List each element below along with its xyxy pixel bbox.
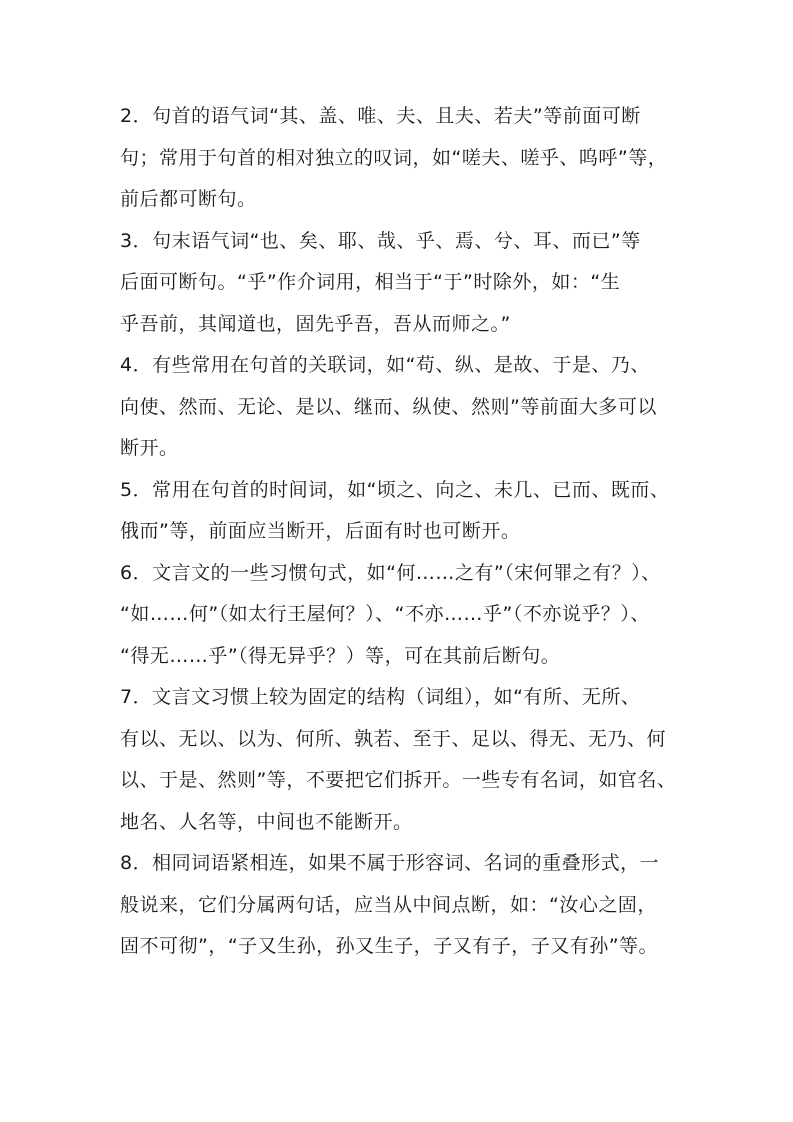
- text-line: 前后都可断句。: [120, 188, 257, 210]
- text-line: 句；常用于句首的相对独立的叹词，如“嗟夫、嗟乎、呜呼”等，: [120, 146, 668, 169]
- text-line: 4．有些常用在句首的关联词，如“苟、纵、是故、于是、乃、: [120, 354, 650, 376]
- document-body: [120, 96, 682, 968]
- text-line: 5．常用在句首的时间词，如“顷之、向之、未几、已而、既而、: [120, 478, 670, 501]
- text-line: “如……何”（如太行王屋何？）、“不亦……乎”（不亦说乎？）、: [120, 603, 650, 625]
- text-line: 地名、人名等，中间也不能断开。: [120, 810, 413, 833]
- text-line: 般说来，它们分属两句话，应当从中间点断，如：“汝心之固，: [120, 893, 657, 916]
- text-line: 有以、无以、以为、何所、孰若、至于、足以、得无、无乃、何: [120, 727, 667, 750]
- text-line: 6．文言文的一些习惯句式，如“何……之有”（宋何罪之有？）、: [120, 561, 661, 584]
- text-line: 固不可彻”，“子又生孙，孙又生子，子又有子，子又有孙”等。: [120, 935, 659, 957]
- text-line: 乎吾前，其闻道也，固先乎吾，吾从而师之。”: [120, 312, 511, 335]
- text-line: 俄而”等，前面应当断开，后面有时也可断开。: [120, 520, 521, 542]
- text-line: 向使、然而、无论、是以、继而、纵使、然则”等前面大多可以: [120, 395, 657, 418]
- text-line: 断开。: [120, 437, 179, 459]
- text-line: 后面可断句。“乎”作介词用，相当于“于”时除外，如：“生: [120, 271, 621, 293]
- text-line: 以、于是、然则”等，不要把它们拆开。一些专有名词，如官名、: [120, 769, 677, 791]
- text-line: 2．句首的语气词“其、盖、唯、夫、且夫、若夫”等前面可断: [120, 105, 641, 127]
- text-line: 8．相同词语紧相连，如果不属于形容词、名词的重叠形式，一: [120, 852, 660, 874]
- text-line: 3．句末语气词“也、矣、耶、哉、乎、焉、兮、耳、而已”等: [120, 229, 641, 252]
- text-line: 7．文言文习惯上较为固定的结构（词组），如“有所、无所、: [120, 686, 641, 708]
- text-line: “得无……乎”（得无异乎？）等，可在其前后断句。: [120, 644, 561, 667]
